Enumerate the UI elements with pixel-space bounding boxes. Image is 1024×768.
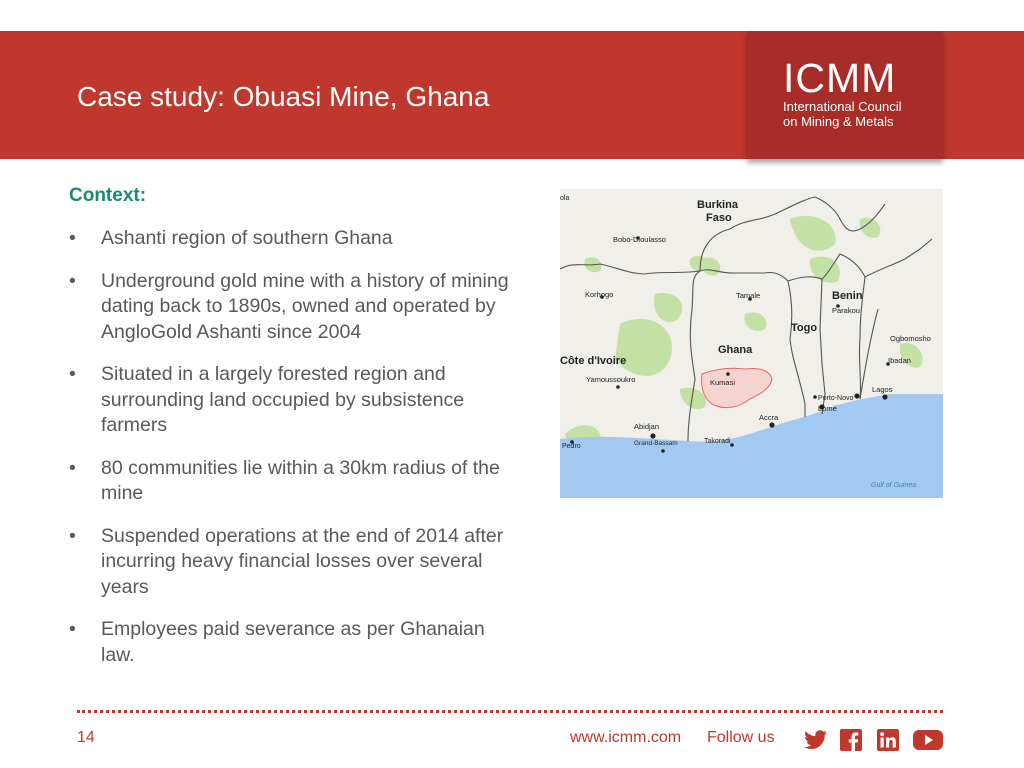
map-label-grandbassam: Grand-Bassam [634,440,678,447]
logo-subtitle-line2: on Mining & Metals [783,114,894,129]
map-label-abidjan: Abidjan [634,422,660,431]
bullet-text: Suspended operations at the end of 2014 after incurring heavy financial losses over several years [101,524,504,598]
linkedin-icon[interactable] [877,729,901,751]
map-label-benin: Benin [832,290,863,302]
page-number: 14 [77,729,95,746]
twitter-icon[interactable] [804,729,828,751]
bullet-dot: • [69,363,76,385]
bullet-item [69,617,519,668]
map-label-yamoussoukro: Yamoussoukro [586,375,636,384]
bullet-item [69,456,519,507]
map-label-takoradi: Takoradi [704,438,731,445]
map-label-bobo: Bobo-Dioulasso [613,235,666,244]
context-bullet-list [69,226,519,685]
bullet-item [69,269,519,346]
bullet-dot: • [69,524,76,547]
bullet-item [69,524,519,601]
facebook-icon[interactable] [840,729,864,751]
map-label-accra: Accra [759,413,779,422]
bullet-text: Employees paid severance as per Ghanaian law. [101,618,485,666]
map-label-togo: Togo [791,322,818,334]
bullet-item [69,226,519,252]
logo-subtitle-line1: International Council [783,99,902,114]
map-label-tamale: Tamale [736,291,761,300]
map-label-lagos: Lagos [872,385,893,394]
bullet-dot: • [69,227,76,249]
map-label-korhogo: Korhogo [585,290,614,299]
map-label-cote: Côte d'Ivoire [560,355,627,367]
bullet-dot: • [69,456,76,479]
bullet-text: Situated in a largely forested region and surrounding land occupied by subsistence farmers [101,363,465,436]
map-graphic [560,189,943,498]
context-heading: Context: [69,185,147,206]
map-label-faso: Faso [706,212,732,224]
bullet-text: Ashanti region of southern Ghana [101,227,393,249]
bullet-dot: • [69,269,76,292]
logo-subtitle [783,99,902,129]
map-label-pedro: Pedro [562,443,581,450]
bullet-text: Underground gold mine with a history of mining dating back to 1890s, owned and operated by AngloGold Ashanti since 2004 [101,269,509,343]
icmm-logo[interactable] [747,31,943,159]
footer-divider [77,710,943,713]
map-label-lome: Lomé [818,404,837,413]
map-label-parakou: Parakou [832,306,860,315]
map-label-gulf: Gulf of Guinea [871,482,917,489]
map-label-ola: ola [560,195,570,202]
website-link[interactable]: www.icmm.com [570,729,682,746]
map-label-portonovo: Porto-Novo [818,395,854,402]
map-label-burkina: Burkina [697,199,738,211]
map-label-kumasi: Kumasi [710,378,736,387]
bullet-item [69,362,519,439]
logo-wordmark: ICMM [783,55,897,101]
youtube-icon[interactable] [913,729,943,751]
ghana-region-map [560,189,943,498]
map-label-ghana: Ghana [718,344,753,356]
page-title: Case study: Obuasi Mine, Ghana [77,81,490,112]
bullet-dot: • [69,618,76,640]
map-label-ibadan: Ibadan [888,356,911,365]
bullet-text: 80 communities lie within a 30km radius of the mine [101,456,500,504]
map-label-ogbomosho: Ogbomosho [890,334,931,343]
follow-us-label: Follow us [707,729,775,746]
